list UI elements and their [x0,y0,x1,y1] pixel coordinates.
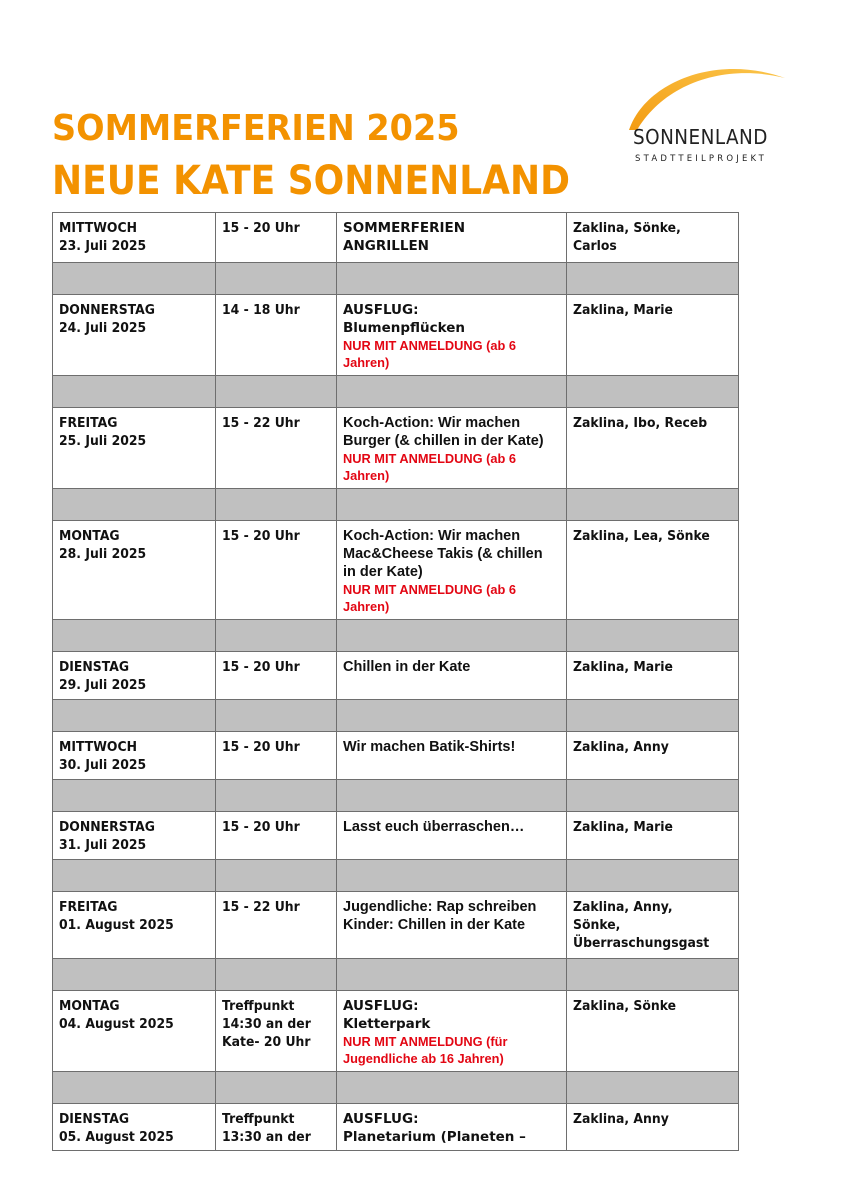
staff-line: Zaklina, Marie [573,819,673,835]
separator-cell [53,620,216,652]
separator-cell [337,780,567,812]
event-row [53,892,739,959]
separator-cell [216,860,337,892]
staff-cell [567,213,739,263]
activity-line: Wir machen Batik-Shirts! [343,739,516,755]
separator-cell [337,620,567,652]
time-cell [216,521,337,620]
registration-note: Jahren) [343,355,390,370]
staff-line: Zaklina, Marie [573,302,673,318]
separator-cell [567,959,739,991]
activity-cell [337,295,567,376]
separator-row [53,263,739,295]
separator-cell [337,700,567,732]
separator-row [53,376,739,408]
separator-cell [216,263,337,295]
activity-line: Koch-Action: Wir machen [343,528,521,544]
activity-cell [337,652,567,700]
activity-cell [337,1104,567,1151]
activity-line: in der Kate) [343,564,423,580]
date: 25. Juli 2025 [59,433,147,449]
time-line: 14:30 an der [222,1016,311,1032]
separator-cell [216,489,337,521]
separator-cell [53,376,216,408]
event-row [53,812,739,860]
separator-cell [216,1072,337,1104]
day-cell [53,812,216,860]
time-line: 14 - 18 Uhr [222,302,300,318]
separator-row [53,860,739,892]
separator-cell [216,620,337,652]
time-cell [216,213,337,263]
separator-row [53,489,739,521]
weekday: DIENSTAG [59,659,130,675]
staff-cell [567,991,739,1072]
separator-cell [53,263,216,295]
schedule-table [52,212,739,1151]
weekday: DONNERSTAG [59,819,155,835]
time-cell [216,295,337,376]
weekday: MONTAG [59,998,120,1014]
staff-cell [567,295,739,376]
event-row [53,521,739,620]
event-row [53,991,739,1072]
activity-line: Koch-Action: Wir machen [343,415,521,431]
event-row [53,213,739,263]
activity-cell [337,892,567,959]
time-line: 15 - 20 Uhr [222,739,300,755]
day-cell [53,521,216,620]
logo-subtitle: STADTTEILPROJEKT [635,154,768,164]
activity-cell [337,408,567,489]
staff-line: Zaklina, Anny [573,739,669,755]
event-row [53,652,739,700]
time-line: 13:30 an der [222,1129,311,1145]
staff-line: Carlos [573,238,617,254]
registration-note: NUR MIT ANMELDUNG (ab 6 [343,451,516,466]
weekday: DONNERSTAG [59,302,155,318]
staff-cell [567,892,739,959]
activity-line: Kletterpark [343,1016,431,1032]
activity-line: ANGRILLEN [343,238,429,254]
separator-row [53,959,739,991]
day-cell [53,408,216,489]
activity-line: AUSFLUG: [343,998,419,1014]
separator-cell [216,376,337,408]
separator-cell [53,780,216,812]
separator-cell [567,860,739,892]
registration-note: Jugendliche ab 16 Jahren) [343,1051,504,1066]
staff-cell [567,1104,739,1151]
day-cell [53,991,216,1072]
time-cell [216,1104,337,1151]
separator-row [53,780,739,812]
staff-line: Sönke, [573,917,621,933]
activity-cell [337,521,567,620]
activity-line: Burger (& chillen in der Kate) [343,433,544,449]
date: 05. August 2025 [59,1129,174,1145]
date: 31. Juli 2025 [59,837,147,853]
separator-cell [337,376,567,408]
separator-cell [567,263,739,295]
day-cell [53,1104,216,1151]
date: 04. August 2025 [59,1016,174,1032]
staff-cell [567,408,739,489]
separator-cell [337,263,567,295]
registration-note: NUR MIT ANMELDUNG (für [343,1034,508,1049]
activity-line: Blumenpflücken [343,320,466,336]
time-cell [216,892,337,959]
activity-line: SOMMERFERIEN [343,220,466,236]
weekday: FREITAG [59,899,118,915]
staff-line: Zaklina, Marie [573,659,673,675]
staff-line: Zaklina, Sönke, [573,220,681,236]
day-cell [53,652,216,700]
date: 23. Juli 2025 [59,238,147,254]
time-line: 15 - 20 Uhr [222,659,300,675]
day-cell [53,295,216,376]
activity-line: Lasst euch überraschen… [343,819,525,835]
date: 28. Juli 2025 [59,546,147,562]
time-cell [216,812,337,860]
separator-cell [53,959,216,991]
separator-cell [337,1072,567,1104]
separator-cell [53,1072,216,1104]
activity-line: Kinder: Chillen in der Kate [343,917,526,933]
time-line: Treffpunkt [222,998,295,1014]
weekday: MITTWOCH [59,220,137,236]
separator-cell [567,780,739,812]
time-line: 15 - 20 Uhr [222,220,300,236]
page-title-line-1: SOMMERFERIEN 2025 [52,108,460,149]
separator-cell [53,489,216,521]
separator-cell [567,489,739,521]
staff-line: Zaklina, Sönke [573,998,677,1014]
logo-name: SONNENLAND [633,125,768,149]
time-line: 15 - 20 Uhr [222,528,300,544]
day-cell [53,732,216,780]
separator-cell [53,860,216,892]
staff-line: Zaklina, Ibo, Receb [573,415,708,431]
staff-cell [567,732,739,780]
time-cell [216,732,337,780]
staff-line: Zaklina, Lea, Sönke [573,528,710,544]
staff-line: Zaklina, Anny, [573,899,673,915]
separator-cell [567,376,739,408]
separator-cell [216,780,337,812]
page-title-line-2: NEUE KATE SONNENLAND [52,158,571,204]
separator-row [53,1072,739,1104]
registration-note: NUR MIT ANMELDUNG (ab 6 [343,582,516,597]
activity-cell [337,213,567,263]
activity-line: AUSFLUG: [343,1111,419,1127]
separator-row [53,620,739,652]
activity-line: Mac&Cheese Takis (& chillen [343,546,543,562]
separator-cell [216,959,337,991]
event-row [53,1104,739,1151]
time-line: 15 - 22 Uhr [222,899,300,915]
event-row [53,732,739,780]
staff-cell [567,652,739,700]
separator-cell [337,489,567,521]
separator-cell [216,700,337,732]
day-cell [53,213,216,263]
weekday: MITTWOCH [59,739,137,755]
time-cell [216,991,337,1072]
day-cell [53,892,216,959]
registration-note: NUR MIT ANMELDUNG (ab 6 [343,338,516,353]
date: 01. August 2025 [59,917,174,933]
separator-cell [567,1072,739,1104]
separator-cell [337,959,567,991]
date: 29. Juli 2025 [59,677,147,693]
time-cell [216,408,337,489]
activity-cell [337,732,567,780]
separator-row [53,700,739,732]
time-line: 15 - 22 Uhr [222,415,300,431]
weekday: FREITAG [59,415,118,431]
event-row [53,295,739,376]
registration-note: Jahren) [343,599,390,614]
activity-line: Planetarium (Planeten – [343,1129,526,1145]
separator-cell [53,700,216,732]
separator-cell [337,860,567,892]
activity-cell [337,991,567,1072]
date: 24. Juli 2025 [59,320,147,336]
activity-line: Chillen in der Kate [343,659,471,675]
staff-cell [567,521,739,620]
weekday: DIENSTAG [59,1111,130,1127]
separator-cell [567,620,739,652]
staff-line: Überraschungsgast [573,935,710,951]
separator-cell [567,700,739,732]
weekday: MONTAG [59,528,120,544]
sonnenland-logo [625,58,825,173]
time-line: 15 - 20 Uhr [222,819,300,835]
activity-line: Jugendliche: Rap schreiben [343,899,537,915]
time-line: Treffpunkt [222,1111,295,1127]
staff-cell [567,812,739,860]
event-row [53,408,739,489]
time-cell [216,652,337,700]
activity-cell [337,812,567,860]
date: 30. Juli 2025 [59,757,147,773]
activity-line: AUSFLUG: [343,302,419,318]
staff-line: Zaklina, Anny [573,1111,669,1127]
registration-note: Jahren) [343,468,390,483]
time-line: Kate- 20 Uhr [222,1034,311,1050]
